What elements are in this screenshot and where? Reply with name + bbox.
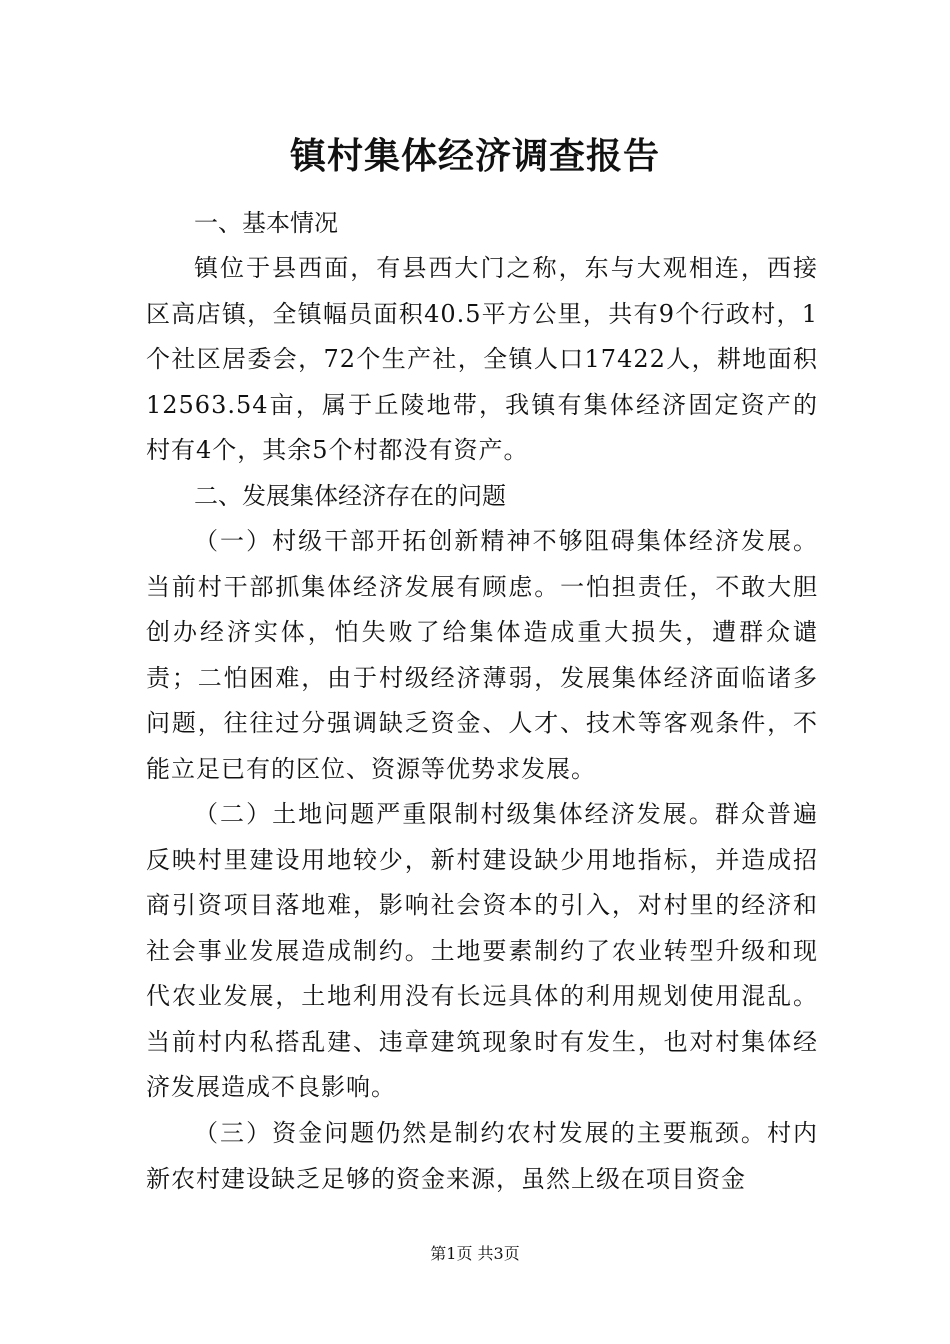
problem-1-text: 当前村干部抓集体经济发展有顾虑。一怕担责任，不敢大胆创办经济实体，怕失败了给集体造成重大损失，遭群众谴责；二怕困难，由于村级经济薄弱，发展集体经济面临诸多问题，往往过分强调缺乏资金、人才、技术等客观条件，不能立足已有的区位、资源等优势求发展。: [146, 572, 818, 783]
basic-info-paragraph: 镇位于县西面，有县西大门之称，东与大观相连，西接区高店镇，全镇幅员面积40.5平方公里，共有9个行政村，1个社区居委会，72个生产社，全镇人口17422人，耕地面积12563.54亩，属于丘陵地带，我镇有集体经济固定资产的村有4个，其余5个村都没有资产。: [146, 254, 818, 464]
document-title: 镇村集体经济调查报告: [289, 136, 660, 177]
problem-3-text: 村内新农村建设缺乏足够的资金来源，虽然上级在项目资金: [146, 1119, 819, 1193]
section-heading-basic-info: 一、基本情况: [194, 209, 338, 237]
problem-2-heading: （二）土地问题严重限制村级集体经济发展。: [194, 800, 715, 828]
page-footer: 第1页 共3页: [430, 1244, 520, 1263]
problem-1-heading: （一）村级干部开拓创新精神不够阻碍集体经济发展。: [194, 527, 818, 555]
problem-2-text: 群众普遍反映村里建设用地较少，新村建设缺少用地指标，并造成招商引资项目落地难，影响社会资本的引入，对村里的经济和社会事业发展造成制约。土地要素制约了农业转型升级和现代农业发展，土地利用没有长远具体的利用规划使用混乱。当前村内私搭乱建、违章建筑现象时有发生，也对村集体经济发展造成不良影响。: [146, 800, 819, 1101]
problem-item-3: [146, 1111, 818, 1202]
basic-info-section: [146, 246, 818, 474]
problem-item-2: [146, 792, 818, 1111]
section-heading-problems: 二、发展集体经济存在的问题: [194, 482, 506, 510]
problem-3-heading: （三）资金问题仍然是制约农村发展的主要瓶颈。: [194, 1119, 767, 1147]
problem-item-1: [146, 519, 818, 792]
